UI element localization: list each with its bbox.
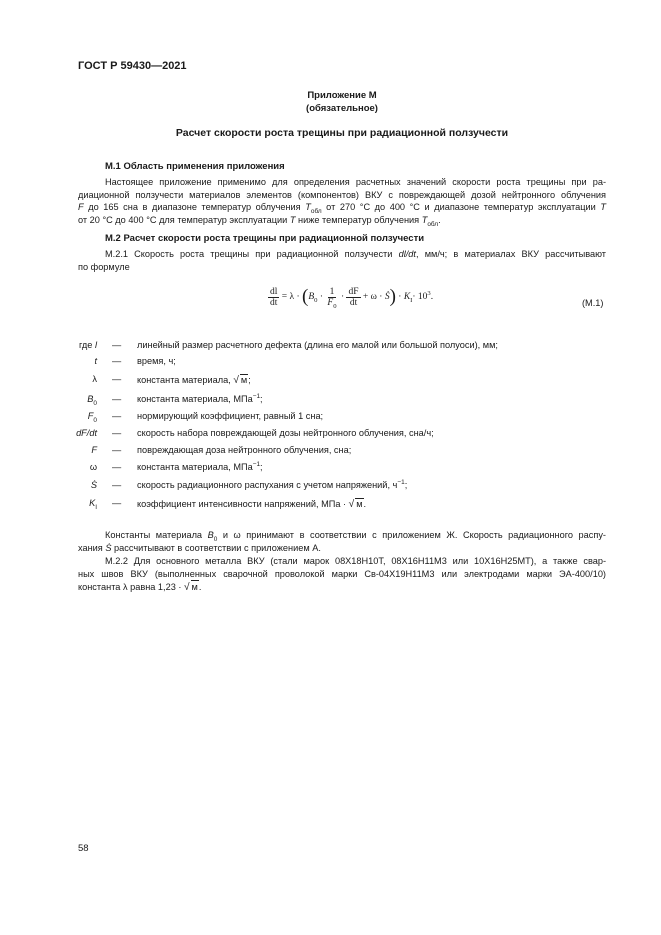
appendix-status: (обязательное): [306, 103, 378, 114]
m22-line-2: ных швов ВКУ (выполненных сварочной проволокой марки Св-04Х19Н11М3 или электродами марки ЭА-400/10): [78, 568, 606, 579]
section-m2-title: М.2 Расчет скорости роста трещины при радиационной ползучести: [105, 233, 425, 244]
formula-lhs: $\frac{dl}{dt}$: [270, 286, 278, 308]
paragraph-constants: [78, 529, 606, 554]
paragraph-scope: [78, 176, 606, 226]
section-m1-title: М.1 Область применения приложения: [105, 161, 285, 172]
paragraph-m22: [78, 555, 606, 595]
document-header: ГОСТ Р 59430—2021: [78, 60, 187, 72]
paragraph-m21: [78, 248, 606, 273]
m21-line-2: по формуле: [78, 261, 130, 272]
formula-number: (М.1): [582, 298, 604, 308]
m22-line-3: константа λ равна 1,23 · √ м.: [78, 582, 202, 594]
m21-line-1: М.2.1 Скорость роста трещины при радиационной ползучести dl/dt, мм/ч; в материалах ВКУ рассчитывают: [105, 249, 606, 259]
scope-line-2: диационной ползучести материалов элементов (компонентов) ВКУ с повреждающей дозой нейтронного облучения: [78, 189, 606, 200]
appendix-title: Приложение М: [307, 90, 377, 101]
page-number: 58: [78, 843, 89, 854]
constants-line-2: хания Ṡ рассчитывают в соответствии с приложением А.: [78, 542, 321, 553]
scope-line-4: от 20 °С до 400 °С для температур эксплуатации T ниже температур облучения $T_{обл}$.: [78, 214, 441, 228]
formula-m1: $\frac{dl}{dt}$ = $\lambda \cdot (B_0$ · $\frac{1}{F_0}$ · $\frac{dF}{dt}$ + ω · Ṡ) · $K_I\cdot 10^3$.: [270, 286, 434, 310]
appendix-heading: [78, 89, 606, 115]
m22-line-1: М.2.2 Для основного металла ВКУ (стали марок 08Х18Н10Т, 08Х16Н11М3 или 10Х16Н25МТ), а также свар-: [105, 556, 606, 566]
constants-line-1: Константы материала $B_0$ и ω принимают в соответствии с приложением Ж. Скорость радиационного распу-: [105, 530, 606, 543]
scope-line-1: Настоящее приложение применимо для определения расчетных значений скорости роста трещины при ра-: [105, 177, 606, 187]
scope-line-3: F до 165 сна в диапазоне температур облучения $T_{обл}$ от 270 °С до 400 °С и диапазоне температур эксплуатации T: [78, 202, 606, 216]
document-title: Расчет скорости роста трещины при радиационной ползучести: [175, 127, 509, 139]
